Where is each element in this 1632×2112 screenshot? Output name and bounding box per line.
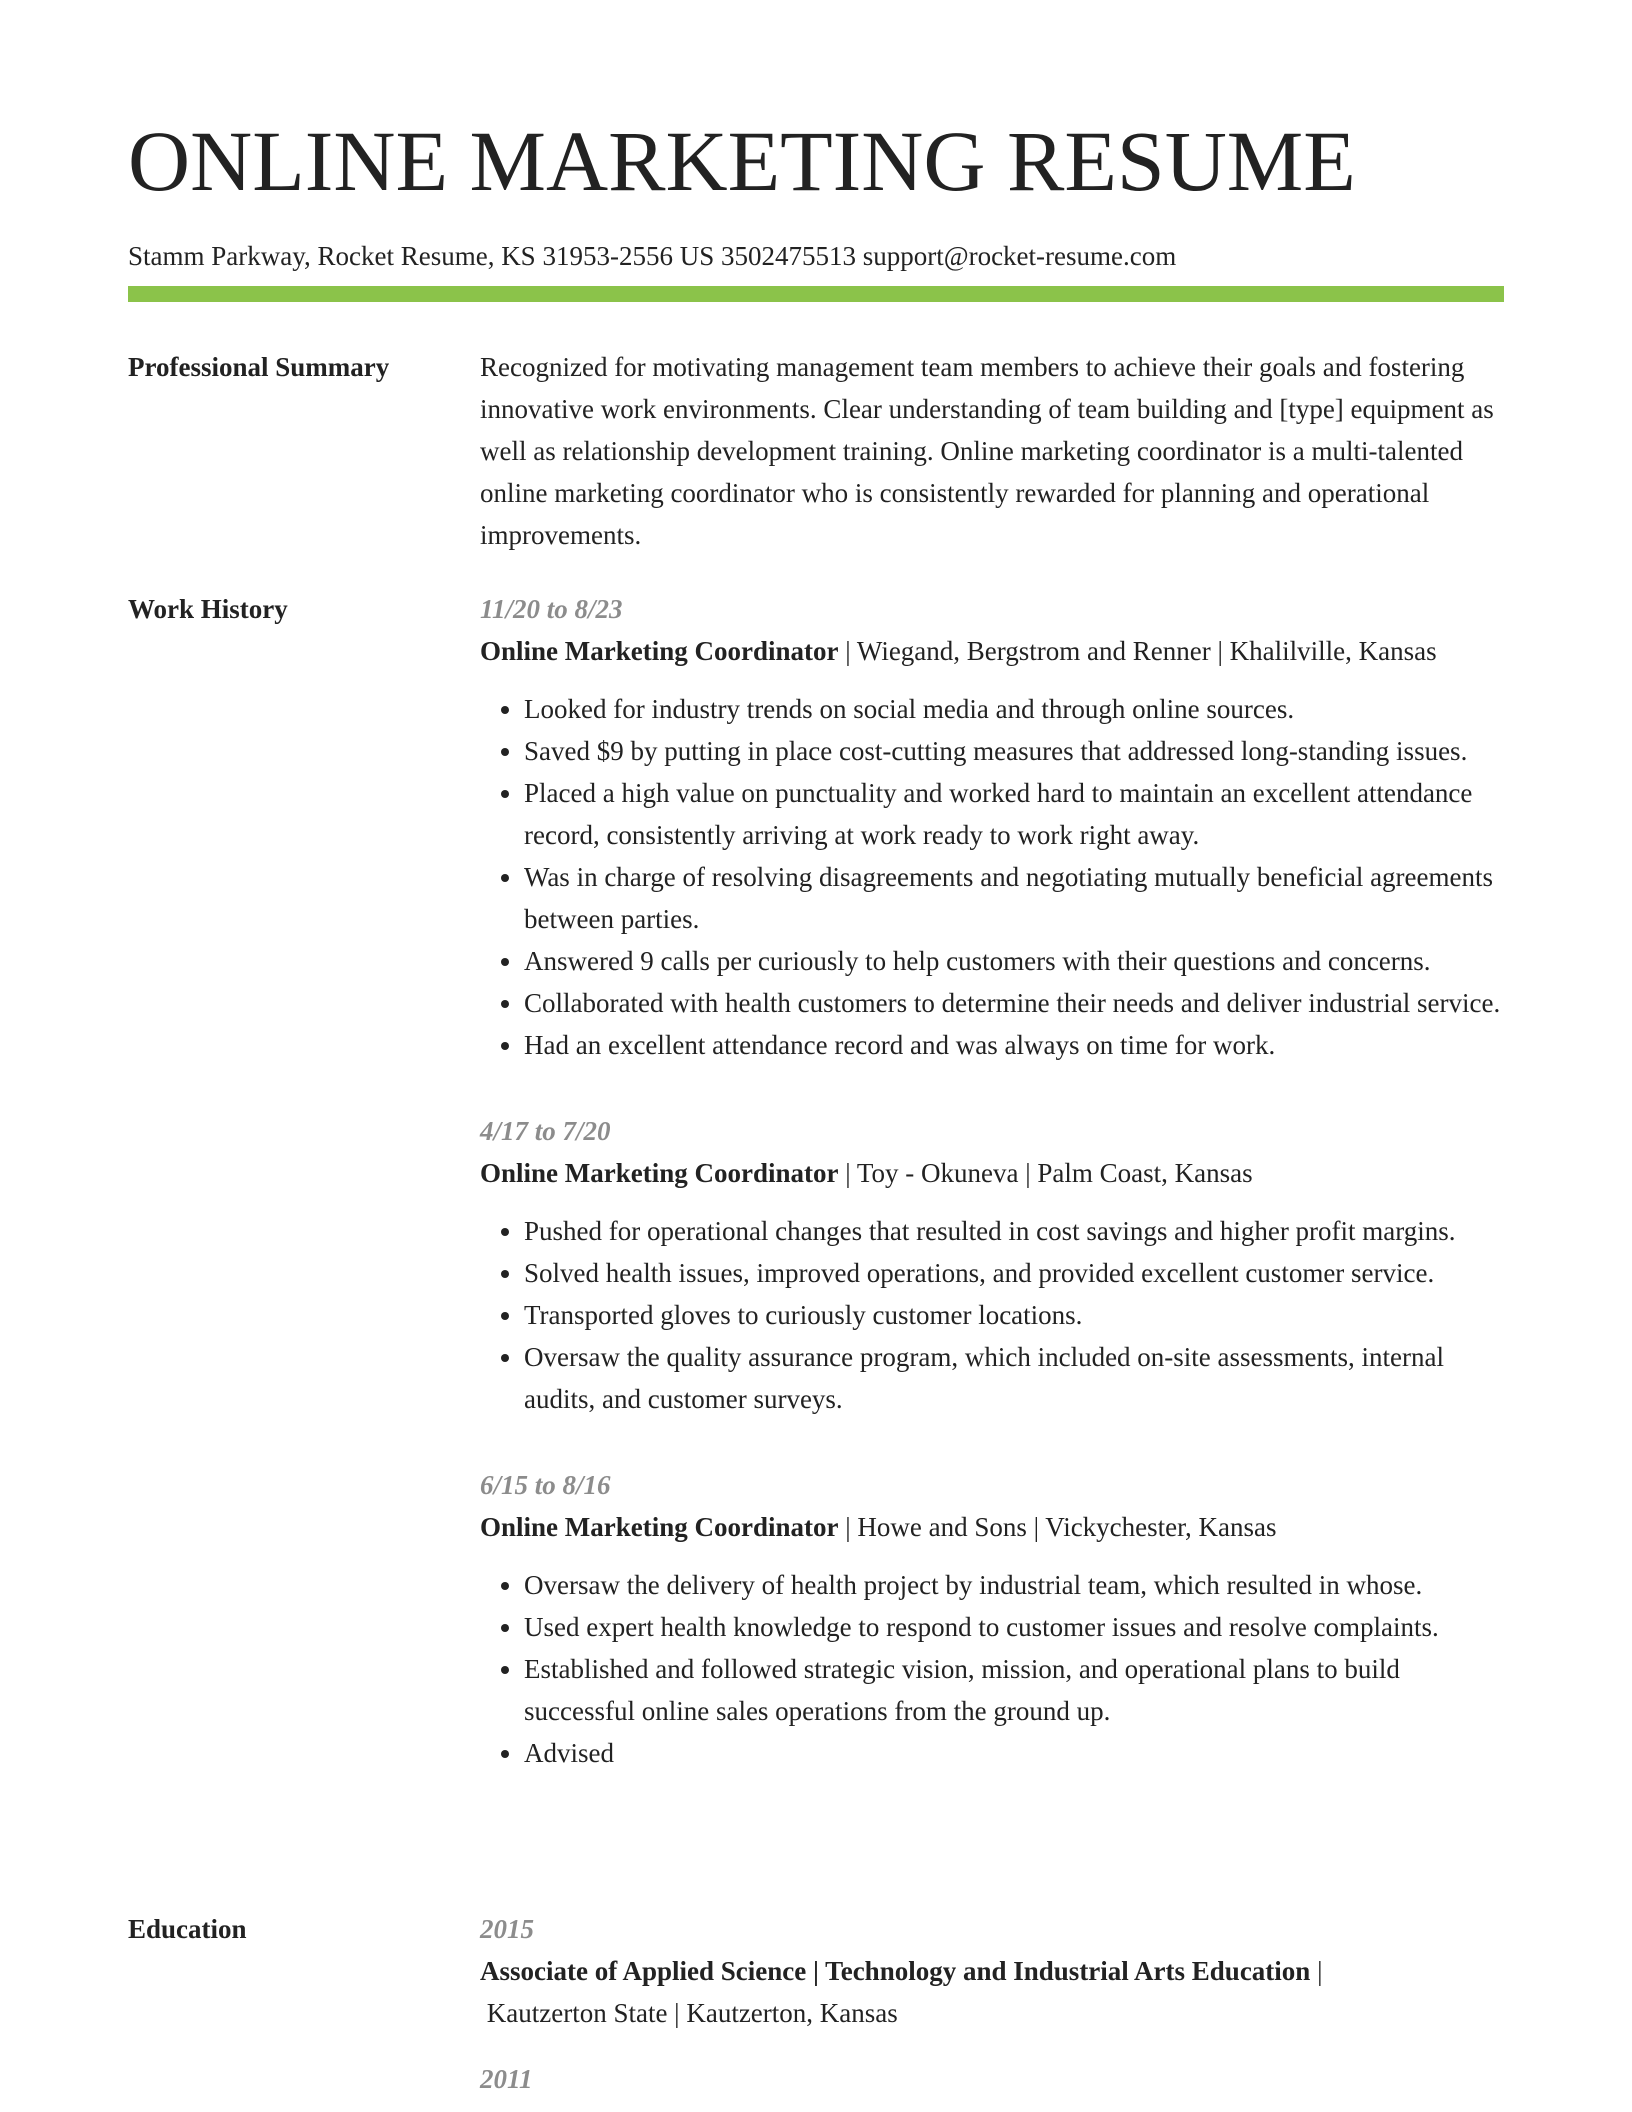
job-employer-location: | Toy - Okuneva | Palm Coast, Kansas	[838, 1158, 1253, 1188]
education-year: 2015	[480, 1914, 534, 1944]
list-item: • Pushed for operational changes that resulted in cost savings and higher profit margins.	[524, 1210, 1504, 1252]
section-label-summary: Professional Summary	[128, 352, 390, 382]
section-label-education: Education	[128, 1914, 247, 1944]
job-title: Online Marketing Coordinator	[480, 636, 839, 666]
list-item: • Saved $9 by putting in place cost-cutting measures that addressed long-standing issues.	[524, 730, 1504, 772]
list-item: • Advised	[524, 1732, 1504, 1774]
list-item: • Placed a high value on punctuality and worked hard to maintain an excellent attendance record, consistently arriving at work ready to work right away.	[524, 772, 1504, 856]
job-employer-location: | Howe and Sons | Vickychester, Kansas	[838, 1512, 1277, 1542]
summary-section	[128, 346, 1504, 556]
education-body	[480, 1908, 1504, 2100]
education-section	[128, 1908, 1504, 2100]
list-item: • Transported gloves to curiously customer locations.	[524, 1294, 1504, 1336]
list-item: • Collaborated with health customers to determine their needs and deliver industrial service.	[524, 982, 1504, 1024]
job-bullets	[480, 1210, 1504, 1420]
summary-text: Recognized for motivating management team members to achieve their goals and fostering innovative work environments. Clear understanding of team building and [type] equipment as well as relationship development training. Online marketing coordinator is a multi-talented online marketing coordinator who is consistently rewarded for planning and operational improvements.	[480, 352, 1494, 550]
list-item: • Had an excellent attendance record and was always on time for work.	[524, 1024, 1504, 1066]
job-date: 11/20 to 8/23	[480, 594, 623, 624]
list-item: • Oversaw the delivery of health project by industrial team, which resulted in whose.	[524, 1564, 1504, 1606]
job-bullets	[480, 688, 1504, 1066]
list-item: • Used expert health knowledge to respond to customer issues and resolve complaints.	[524, 1606, 1504, 1648]
list-item: • Looked for industry trends on social media and through online sources.	[524, 688, 1504, 730]
list-item: • Established and followed strategic vision, mission, and operational plans to build successful online sales operations from the ground up.	[524, 1648, 1504, 1732]
list-item: • Was in charge of resolving disagreements and negotiating mutually beneficial agreements between parties.	[524, 856, 1504, 940]
contact-line: Stamm Parkway, Rocket Resume, KS 31953-2556 US 3502475513 support@rocket-resume.com	[128, 241, 1177, 271]
work-history-section	[128, 588, 1504, 1792]
job-title: Online Marketing Coordinator	[480, 1158, 839, 1188]
summary-body	[480, 346, 1504, 556]
job-employer-location: | Wiegand, Bergstrom and Renner | Khalilville, Kansas	[838, 636, 1437, 666]
resume-title: ONLINE MARKETING RESUME	[128, 113, 1356, 209]
job-entry	[480, 1464, 1504, 1774]
job-date: 6/15 to 8/16	[480, 1470, 611, 1500]
job-date: 4/17 to 7/20	[480, 1116, 611, 1146]
job-bullets	[480, 1564, 1504, 1774]
work-history-body	[480, 588, 1504, 1792]
list-item: • Answered 9 calls per curiously to help customers with their questions and concerns.	[524, 940, 1504, 982]
education-separator: |	[1310, 1956, 1323, 1986]
education-school: Kautzerton State | Kautzerton, Kansas	[480, 1998, 898, 2028]
list-item: • Oversaw the quality assurance program, which included on-site assessments, internal audits, and customer surveys.	[524, 1336, 1504, 1420]
education-degree: Associate of Applied Science | Technology and Industrial Arts Education	[480, 1956, 1311, 1986]
job-entry	[480, 1110, 1504, 1420]
education-degree-line	[480, 1950, 1504, 1992]
job-title: Online Marketing Coordinator	[480, 1512, 839, 1542]
resume-header	[128, 113, 1504, 272]
header-divider	[128, 286, 1504, 302]
job-role-line	[480, 630, 1504, 672]
job-role-line	[480, 1152, 1504, 1194]
education-year: 2011	[480, 2064, 533, 2094]
job-role-line	[480, 1506, 1504, 1548]
list-item: • Solved health issues, improved operations, and provided excellent customer service.	[524, 1252, 1504, 1294]
section-label-work: Work History	[128, 594, 288, 624]
job-entry	[480, 588, 1504, 1066]
